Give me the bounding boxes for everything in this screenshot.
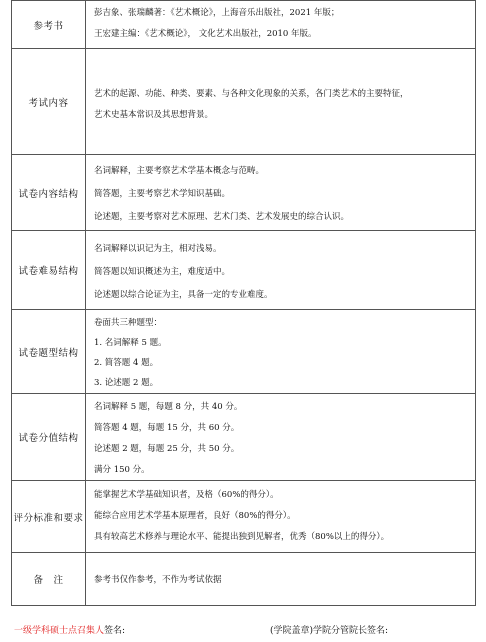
content-line: 艺术史基本常识及其思想背景。 [94, 110, 214, 120]
convener-sign-label: 签名: [104, 626, 126, 636]
content-line: 能综合应用艺术学基本原理者，良好（80%的得分）。 [94, 511, 296, 521]
row-content [86, 481, 476, 553]
row-content [86, 49, 476, 155]
content-line: 简答题，主要考察艺术学知识基础。 [94, 189, 231, 199]
content-line: 名词解释，主要考察艺术学基本概念与范畴。 [94, 166, 265, 176]
content-line: 论述题 2 题，每题 25 分，共 50 分。 [94, 444, 240, 454]
content-line: 王宏建主编：《艺术概论》， 文化艺术出版社，2010 年版。 [94, 29, 317, 39]
row-remarks [12, 553, 476, 606]
row-question-type-structure [12, 310, 476, 394]
content-line: 参考书仅作参考，不作为考试依据 [94, 575, 222, 585]
row-label: 试卷内容结构 [12, 155, 86, 231]
row-reference-books [12, 1, 476, 49]
row-content [86, 553, 476, 606]
row-exam-content [12, 49, 476, 155]
row-content [86, 310, 476, 394]
row-label: 试卷分值结构 [12, 394, 86, 481]
row-paper-difficulty-structure [12, 231, 476, 310]
exam-outline-table [11, 0, 476, 606]
convener-signature [14, 623, 125, 636]
row-score-structure [12, 394, 476, 481]
row-label: 评分标准和要求 [12, 481, 86, 553]
content-line: 简答题 4 题，每题 15 分，共 60 分。 [94, 423, 240, 433]
content-line: 2. 简答题 4 题。 [94, 358, 159, 368]
row-paper-content-structure [12, 155, 476, 231]
dean-signature: (学院盖章)学院分管院长签名: [270, 626, 389, 636]
content-line: 3. 论述题 2 题。 [94, 378, 159, 388]
content-line: 论述题以综合论证为主，具备一定的专业难度。 [94, 290, 273, 300]
convener-title: 一级学科硕士点召集人 [14, 626, 105, 636]
content-line: 简答题以知识概述为主，难度适中。 [94, 267, 231, 277]
content-line: 能掌握艺术学基础知识者，及格（60%的得分）。 [94, 490, 279, 500]
row-content [86, 231, 476, 310]
content-line: 论述题，主要考察对艺术原理、艺术门类、艺术发展史的综合认识。 [94, 212, 350, 222]
content-line: 彭吉象、张瑞麟著：《艺术概论》，上海音乐出版社，2021 年版； [94, 8, 340, 18]
row-content [86, 1, 476, 49]
content-line: 卷面共三种题型： [94, 318, 163, 328]
row-label: 试卷难易结构 [12, 231, 86, 310]
content-line: 艺术的起源、功能、种类、要素、与各种文化现象的关系，各门类艺术的主要特征， [94, 89, 409, 99]
row-content [86, 155, 476, 231]
content-line: 名词解释 5 题，每题 8 分，共 40 分。 [94, 402, 243, 412]
row-label: 备 注 [12, 553, 86, 606]
content-line: 满分 150 分。 [94, 465, 150, 475]
row-label: 试卷题型结构 [12, 310, 86, 394]
content-line: 具有较高艺术修养与理论水平、能提出独到见解者，优秀（80%以上的得分）。 [94, 532, 390, 542]
content-line: 名词解释以识记为主，相对浅易。 [94, 244, 222, 254]
content-line: 1. 名词解释 5 题。 [94, 338, 167, 348]
signature-footer [14, 623, 472, 637]
row-grading-criteria [12, 481, 476, 553]
row-content [86, 394, 476, 481]
row-label: 参考书 [12, 1, 86, 49]
row-label: 考试内容 [12, 49, 86, 155]
